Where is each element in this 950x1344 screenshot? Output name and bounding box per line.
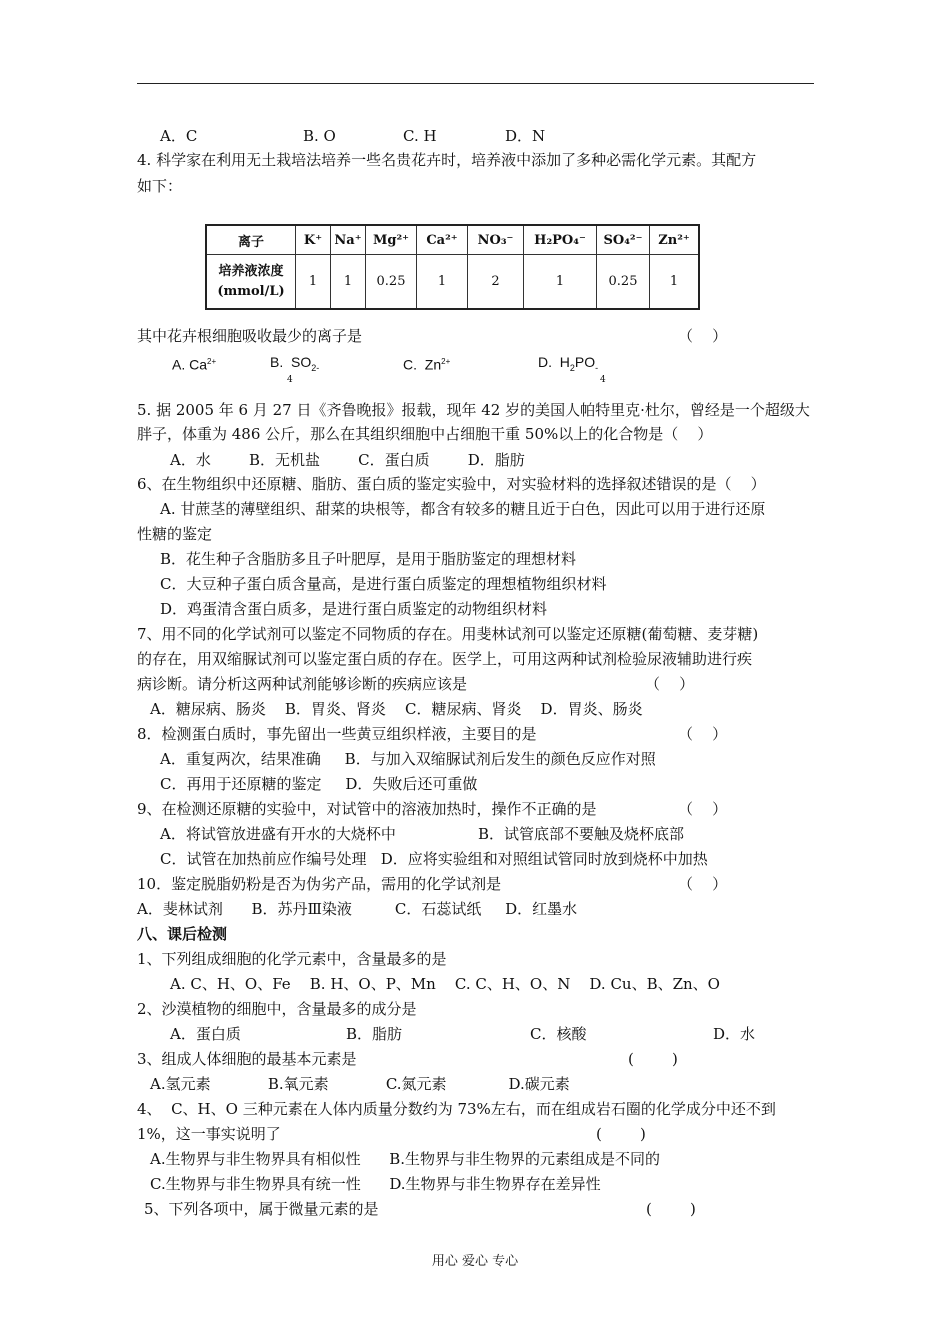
q6-option-d: D．鸡蛋清含蛋白质多，是进行蛋白质鉴定的动物组织材料 (160, 600, 548, 618)
p2-option-a: A．蛋白质 (170, 1025, 241, 1043)
q9-option-b: B．试管底部不要触及烧杯底部 (478, 825, 685, 843)
q3-option-b: B. O (303, 127, 336, 145)
table-cell: 1 (524, 255, 597, 310)
q8-options-cd: C．再用于还原糖的鉴定 D．失败后还可重做 (160, 775, 478, 793)
table-cell: 1 (650, 255, 700, 310)
p5-answer-paren: ( ) (646, 1200, 696, 1218)
p1-stem: 1、下列组成细胞的化学元素中，含量最多的是 (137, 950, 447, 968)
q6-option-a-line1: A. 甘蔗茎的薄壁组织、甜菜的块根等，都含有较多的糖且近于白色，因此可以用于进行还原 (160, 500, 766, 518)
q7-answer-paren: （ ） (645, 675, 695, 693)
page-footer: 用心 爱心 专心 (431, 1254, 519, 1269)
p4-stem-line2: 1%，这一事实说明了 (137, 1125, 281, 1143)
p4-options-ab: A.生物界与非生物界具有相似性 B.生物界与非生物界的元素组成是不同的 (150, 1150, 661, 1168)
q5-stem-line2: 胖子，体重为 486 公斤，那么在其组织细胞中占细胞干重 50%以上的化合物是（ ） (137, 425, 713, 443)
p3-options: A.氢元素 B.氧元素 C.氮元素 D.碳元素 (150, 1075, 570, 1093)
p2-option-d: D．水 (713, 1025, 756, 1043)
q7-stem-line2: 的存在，用双缩脲试剂可以鉴定蛋白质的存在。医学上，可用这两种试剂检验尿液辅助进行疾 (137, 650, 753, 668)
q4-option-a-sup: 2+ (207, 357, 217, 366)
table-header-cell: Zn²⁺ (650, 225, 700, 255)
q4-option-c-sup: 2+ (441, 357, 451, 366)
q9-stem: 9、在检测还原糖的实验中，对试管中的溶液加热时，操作不正确的是 (137, 800, 597, 818)
q4-stem-line1: 4. 科学家在利用无土栽培法培养一些名贵花卉时，培养液中添加了多种必需化学元素。其配方 (137, 151, 757, 169)
q4-option-b-charge: 2- (311, 362, 320, 373)
q6-option-b: B．花生种子含脂肪多且子叶肥厚，是用于脂肪鉴定的理想材料 (160, 550, 577, 568)
table-header-cell: Ca²⁺ (417, 225, 468, 255)
q7-stem-line3: 病诊断。请分析这两种试剂能够诊断的疾病应该是 (137, 675, 468, 693)
table-cell: 0.25 (597, 255, 650, 310)
q6-option-c: C．大豆种子蛋白质含量高，是进行蛋白质鉴定的理想植物组织材料 (160, 575, 607, 593)
q5-options: A．水 B．无机盐 C．蛋白质 D．脂肪 (170, 451, 525, 469)
q4-option-d-sub: 2 (569, 362, 575, 373)
table-cell: 2 (468, 255, 524, 310)
q8-answer-paren: （ ） (678, 725, 728, 743)
table-header-cell: Mg²⁺ (366, 225, 417, 255)
p2-option-b: B．脂肪 (346, 1025, 403, 1043)
header-rule (137, 83, 814, 84)
q9-option-a: A．将试管放进盛有开水的大烧杯中 (160, 825, 396, 843)
q3-option-d: D．N (505, 127, 546, 145)
q10-answer-paren: （ ） (678, 875, 728, 893)
ion-concentration-table (205, 224, 700, 310)
table-cell: 1 (417, 255, 468, 310)
q8-stem: 8．检测蛋白质时，事先留出一些黄豆组织样液，主要目的是 (137, 725, 537, 743)
q4-option-d (538, 352, 598, 378)
q4-option-c (403, 352, 450, 375)
q4-option-a-text: A. Ca (172, 356, 208, 373)
q3-option-c: C. H (403, 127, 437, 145)
q4-option-b-sub: 4 (287, 375, 293, 385)
table-header-cell: H₂PO₄⁻ (524, 225, 597, 255)
table-row-label (206, 255, 296, 310)
q4-answer-paren: （ ） (678, 327, 728, 345)
row-label-line1: 培养液浓度 (218, 263, 284, 279)
row-label-line2: (mmol/L) (217, 283, 285, 299)
q9-answer-paren: （ ） (678, 800, 728, 818)
q4-option-b-text: B. SO (270, 354, 312, 370)
q3-option-a: A．C (160, 127, 198, 145)
q10-options: A．斐林试剂 B．苏丹Ⅲ染液 C．石蕊试纸 D．红墨水 (137, 900, 578, 918)
q8-options-ab: A．重复两次，结果准确 B．与加入双缩脲试剂后发生的颜色反应作对照 (160, 750, 656, 768)
table-header-row (206, 225, 699, 255)
p1-options: A. C、H、O、Fe B. H、O、P、Mn C. C、H、O、N D. Cu、B、Zn、O (170, 975, 720, 993)
q7-stem-line1: 7、用不同的化学试剂可以鉴定不同物质的存在。用斐林试剂可以鉴定还原糖(葡萄糖、麦芽糖) (137, 625, 759, 643)
table-header-cell: SO₄²⁻ (597, 225, 650, 255)
q4-option-c-text: C. Zn (403, 356, 442, 373)
q4-stem-line2: 如下： (137, 177, 183, 195)
q5-stem-line1: 5. 据 2005 年 6 月 27 日《齐鲁晚报》报载，现年 42 岁的美国人帕特里克·杜尔，曾经是一个超级大 (137, 401, 810, 419)
p5-stem: 5、下列各项中，属于微量元素的是 (144, 1200, 379, 1218)
table-cell: 1 (331, 255, 366, 310)
table-cell: 1 (296, 255, 331, 310)
q4-option-d-charge: - (595, 362, 599, 373)
table-header-cell: K⁺ (296, 225, 331, 255)
q4-option-b (270, 352, 319, 378)
q4-question: 其中花卉根细胞吸收最少的离子是 (137, 327, 363, 345)
q6-stem: 6、在生物组织中还原糖、脂肪、蛋白质的鉴定实验中，对实验材料的选择叙述错误的是（ ） (137, 475, 766, 493)
p2-option-c: C．核酸 (530, 1025, 587, 1043)
table-header-cell: 离子 (206, 225, 296, 255)
p3-stem: 3、组成人体细胞的最基本元素是 (137, 1050, 357, 1068)
table-row (206, 255, 699, 310)
p4-stem-line1: 4、 C、H、O 三种元素在人体内质量分数约为 73%左右，而在组成岩石圈的化学成分中还不到 (137, 1100, 776, 1118)
section-heading: 八、课后检测 (137, 925, 228, 943)
p4-options-cd: C.生物界与非生物界具有统一性 D.生物界与非生物界存在差异性 (150, 1175, 601, 1193)
p4-answer-paren: ( ) (596, 1125, 646, 1143)
q4-option-d-rest: PO (574, 354, 596, 370)
table-cell: 0.25 (366, 255, 417, 310)
q9-options-cd: C．试管在加热前应作编号处理 D．应将实验组和对照组试管同时放到烧杯中加热 (160, 850, 708, 868)
q4-option-d-sub2: 4 (600, 375, 606, 385)
q7-options: A．糖尿病、肠炎 B．胃炎、肾炎 C．糖尿病、肾炎 D．胃炎、肠炎 (150, 700, 643, 718)
q6-option-a-line2: 性糖的鉴定 (137, 525, 213, 543)
q4-option-a (172, 352, 216, 375)
p2-stem: 2、沙漠植物的细胞中，含量最多的成分是 (137, 1000, 417, 1018)
table-header-cell: Na⁺ (331, 225, 366, 255)
p3-answer-paren: ( ) (628, 1050, 678, 1068)
q4-option-d-text: D. H (538, 354, 570, 370)
table-header-cell: NO₃⁻ (468, 225, 524, 255)
q10-stem: 10．鉴定脱脂奶粉是否为伪劣产品，需用的化学试剂是 (137, 875, 502, 893)
